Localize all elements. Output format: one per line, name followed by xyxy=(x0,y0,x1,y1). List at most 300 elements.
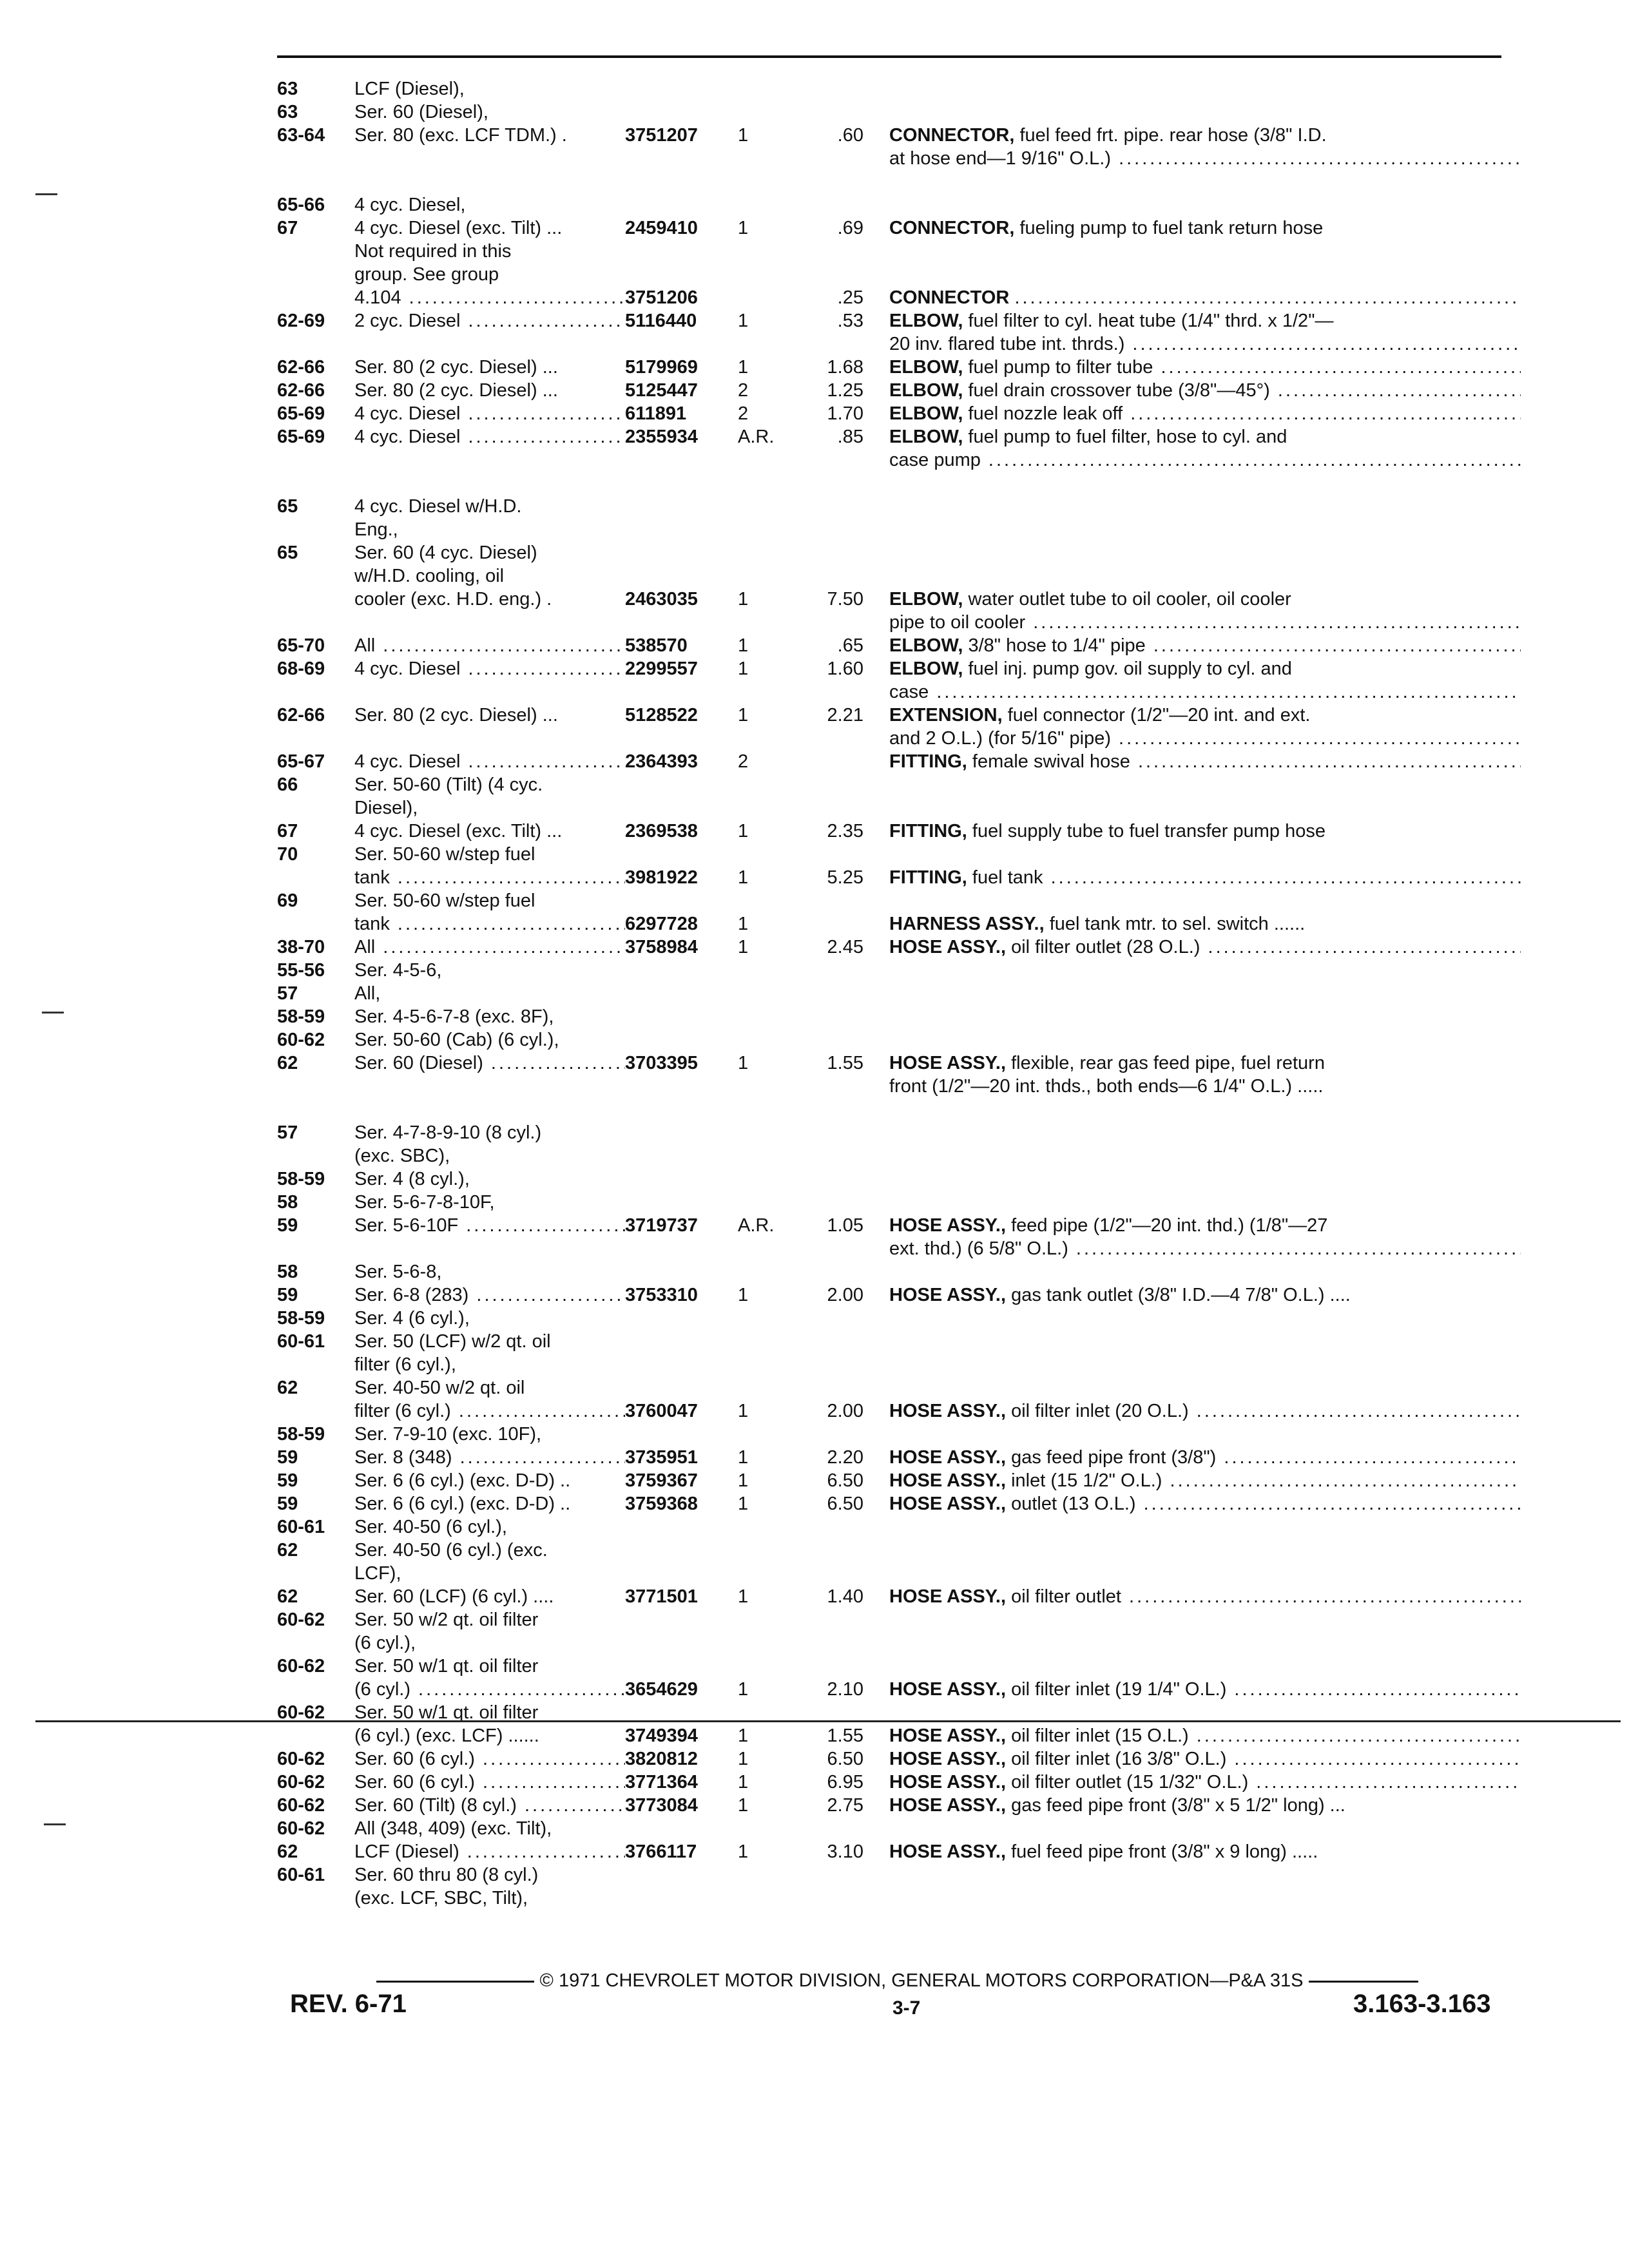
application-text: Ser. 4 (6 cyl.), xyxy=(354,1308,470,1329)
description xyxy=(889,1771,1521,1794)
column-gap xyxy=(863,564,889,588)
table-row xyxy=(277,1168,1521,1191)
model-year xyxy=(277,1678,354,1701)
description xyxy=(889,1817,1521,1840)
table-row xyxy=(277,1794,1521,1817)
application xyxy=(354,1353,625,1376)
part-number: 3773084 xyxy=(625,1795,698,1816)
model-year: 65-69 xyxy=(277,403,325,424)
part-number: 2459410 xyxy=(625,218,698,238)
price: 2.00 xyxy=(827,1285,863,1305)
model-year: 60-62 xyxy=(277,1702,325,1723)
model-year xyxy=(277,286,354,309)
part-number xyxy=(625,1608,731,1631)
column-gap xyxy=(863,1423,889,1446)
column-gap xyxy=(863,982,889,1005)
column-gap xyxy=(863,147,889,170)
table-row xyxy=(277,216,1521,240)
description xyxy=(889,982,1521,1005)
table-row xyxy=(277,379,1521,402)
application-text: Ser. 50 (LCF) w/2 qt. oil xyxy=(354,1331,551,1352)
part-number: 5179969 xyxy=(625,357,698,378)
price xyxy=(793,1260,863,1283)
price xyxy=(793,1028,863,1052)
application xyxy=(354,356,625,379)
application xyxy=(354,1121,625,1144)
table-row xyxy=(277,402,1521,425)
price xyxy=(793,1191,863,1214)
quantity xyxy=(731,1515,793,1539)
description-text: fuel feed frt. pipe. rear hose (3/8" I.D. xyxy=(1019,125,1327,146)
column-gap xyxy=(863,1469,889,1492)
quantity: 1 xyxy=(738,218,749,238)
part-number: 3760047 xyxy=(625,1401,698,1421)
application xyxy=(354,1214,625,1237)
table-row xyxy=(277,495,1521,518)
column-gap xyxy=(863,1283,889,1307)
column-gap xyxy=(863,1307,889,1330)
quantity xyxy=(731,1168,793,1191)
description-text: fuel feed pipe front (3/8" x 9 long) ..... xyxy=(1011,1841,1318,1862)
quantity xyxy=(731,727,793,750)
quantity: 1 xyxy=(738,658,749,679)
price xyxy=(793,1562,863,1585)
description xyxy=(889,356,1521,379)
description-text: case xyxy=(889,682,929,702)
table-row xyxy=(277,1075,1521,1098)
table-row xyxy=(277,704,1521,727)
application xyxy=(354,1492,625,1515)
part-number xyxy=(625,332,731,356)
quantity: 2 xyxy=(738,380,749,401)
description xyxy=(889,704,1521,727)
part-number xyxy=(625,1376,731,1399)
part-number xyxy=(625,564,731,588)
table-row xyxy=(277,101,1521,124)
price: 2.21 xyxy=(827,705,863,726)
column-gap xyxy=(863,1771,889,1794)
price xyxy=(793,564,863,588)
description xyxy=(889,1469,1521,1492)
part-name: HOSE ASSY., xyxy=(889,1215,1007,1236)
application xyxy=(354,727,625,750)
application xyxy=(354,332,625,356)
description xyxy=(889,402,1521,425)
column-gap xyxy=(863,796,889,820)
column-gap xyxy=(863,588,889,611)
part-number xyxy=(625,1515,731,1539)
column-gap xyxy=(863,820,889,843)
description-text: oil filter inlet (20 O.L.) xyxy=(1011,1401,1189,1421)
price xyxy=(793,982,863,1005)
application xyxy=(354,147,625,170)
column-gap xyxy=(863,959,889,982)
price: 2.10 xyxy=(827,1679,863,1700)
column-gap xyxy=(863,518,889,541)
quantity xyxy=(731,1121,793,1144)
model-year: 60-62 xyxy=(277,1610,325,1630)
description-text: fuel tank xyxy=(972,867,1043,888)
description-text: fueling pump to fuel tank return hose xyxy=(1019,218,1324,238)
column-gap xyxy=(863,1608,889,1631)
price xyxy=(793,77,863,101)
price xyxy=(793,518,863,541)
column-gap xyxy=(863,843,889,866)
part-number xyxy=(625,1631,731,1655)
model-year xyxy=(277,611,354,634)
application-text: Ser. 80 (2 cyc. Diesel) ... xyxy=(354,380,558,401)
quantity xyxy=(731,193,793,216)
description xyxy=(889,124,1521,147)
model-year: 60-62 xyxy=(277,1749,325,1769)
column-gap xyxy=(863,1631,889,1655)
price xyxy=(793,495,863,518)
application-text: Ser. 7-9-10 (exc. 10F), xyxy=(354,1424,542,1445)
price xyxy=(793,240,863,263)
description xyxy=(889,541,1521,564)
quantity xyxy=(731,1191,793,1214)
application-text: Ser. 50 w/1 qt. oil filter xyxy=(354,1656,539,1677)
model-year xyxy=(277,1631,354,1655)
table-row xyxy=(277,1353,1521,1376)
application-text: 4.104 xyxy=(354,287,401,308)
application xyxy=(354,193,625,216)
part-number xyxy=(625,1887,731,1910)
description xyxy=(889,1283,1521,1307)
part-name: ELBOW, xyxy=(889,635,963,656)
part-number: 3766117 xyxy=(625,1841,697,1862)
column-gap xyxy=(863,1214,889,1237)
application xyxy=(354,1840,625,1863)
column-gap xyxy=(863,216,889,240)
column-gap xyxy=(863,1585,889,1608)
model-year: 62-66 xyxy=(277,380,325,401)
table-row xyxy=(277,1307,1521,1330)
application xyxy=(354,1376,625,1399)
quantity xyxy=(731,680,793,704)
quantity xyxy=(731,101,793,124)
column-gap xyxy=(863,193,889,216)
description xyxy=(889,309,1521,332)
application xyxy=(354,1028,625,1052)
part-number xyxy=(625,1005,731,1028)
model-year xyxy=(277,680,354,704)
description xyxy=(889,1562,1521,1585)
quantity: 1 xyxy=(738,1679,749,1700)
model-year xyxy=(277,240,354,263)
part-number xyxy=(625,101,731,124)
model-year xyxy=(277,796,354,820)
model-year: 58-59 xyxy=(277,1006,325,1027)
column-gap xyxy=(863,1191,889,1214)
application xyxy=(354,889,625,912)
part-name: HARNESS ASSY., xyxy=(889,914,1045,934)
application xyxy=(354,124,625,147)
description xyxy=(889,332,1521,356)
application xyxy=(354,704,625,727)
column-gap xyxy=(863,1515,889,1539)
model-year: 59 xyxy=(277,1470,298,1491)
application-text: Ser. 80 (2 cyc. Diesel) ... xyxy=(354,705,558,726)
quantity xyxy=(731,1423,793,1446)
application xyxy=(354,1399,625,1423)
application xyxy=(354,982,625,1005)
description xyxy=(889,1631,1521,1655)
application xyxy=(354,1260,625,1283)
part-number xyxy=(625,889,731,912)
table-row xyxy=(277,1446,1521,1469)
description xyxy=(889,1747,1521,1771)
part-number: 3758984 xyxy=(625,937,698,957)
price xyxy=(793,1307,863,1330)
price xyxy=(793,843,863,866)
description xyxy=(889,1168,1521,1191)
description xyxy=(889,1423,1521,1446)
description xyxy=(889,240,1521,263)
model-year: 65-69 xyxy=(277,427,325,447)
table-row xyxy=(277,1817,1521,1840)
description-text: 3/8" hose to 1/4" pipe xyxy=(968,635,1146,656)
application-text: LCF (Diesel) xyxy=(354,1841,459,1862)
part-name: EXTENSION, xyxy=(889,705,1003,726)
part-name: ELBOW, xyxy=(889,589,963,610)
model-year xyxy=(277,1399,354,1423)
description xyxy=(889,1887,1521,1910)
price: 1.05 xyxy=(827,1215,863,1236)
application-text: 4 cyc. Diesel xyxy=(354,427,461,447)
quantity: 1 xyxy=(738,867,749,888)
description-text: ext. thd.) (6 5/8" O.L.) xyxy=(889,1238,1068,1259)
model-year: 57 xyxy=(277,983,298,1004)
description xyxy=(889,518,1521,541)
application xyxy=(354,1608,625,1631)
application-text: Ser. 60 (Diesel) xyxy=(354,1053,483,1073)
part-name: CONNECTOR, xyxy=(889,218,1015,238)
table-row xyxy=(277,263,1521,286)
part-number: 2364393 xyxy=(625,751,698,772)
part-number xyxy=(625,1539,731,1562)
quantity: 1 xyxy=(738,821,749,841)
application xyxy=(354,1724,625,1747)
part-name: HOSE ASSY., xyxy=(889,1401,1007,1421)
description xyxy=(889,611,1521,634)
table-row xyxy=(277,1771,1521,1794)
column-gap xyxy=(863,750,889,773)
application xyxy=(354,309,625,332)
price: 5.25 xyxy=(827,867,863,888)
model-year: 60-62 xyxy=(277,1656,325,1677)
application-text: Ser. 4-5-6-7-8 (exc. 8F), xyxy=(354,1006,554,1027)
part-name: HOSE ASSY., xyxy=(889,1679,1007,1700)
part-number: 3771364 xyxy=(625,1772,698,1792)
quantity xyxy=(731,843,793,866)
table-row xyxy=(277,332,1521,356)
bottom-rule xyxy=(35,1720,1621,1722)
part-number: 5125447 xyxy=(625,380,698,401)
price xyxy=(793,1863,863,1887)
part-number xyxy=(625,1353,731,1376)
table-row xyxy=(277,1423,1521,1446)
table-row xyxy=(277,1863,1521,1887)
part-name: ELBOW, xyxy=(889,658,963,679)
application-text: Ser. 4-5-6, xyxy=(354,960,442,981)
price: 1.55 xyxy=(827,1053,863,1073)
description-text: and 2 O.L.) (for 5/16" pipe) xyxy=(889,728,1111,749)
table-row xyxy=(277,356,1521,379)
part-number xyxy=(625,796,731,820)
application xyxy=(354,1678,625,1701)
part-name: HOSE ASSY., xyxy=(889,1749,1007,1769)
description xyxy=(889,77,1521,101)
part-number xyxy=(625,1237,731,1260)
part-number xyxy=(625,1075,731,1098)
table-row xyxy=(277,1005,1521,1028)
quantity xyxy=(731,982,793,1005)
model-year: 58 xyxy=(277,1192,298,1213)
table-row xyxy=(277,820,1521,843)
column-gap xyxy=(863,1399,889,1423)
price xyxy=(793,332,863,356)
description xyxy=(889,727,1521,750)
price xyxy=(793,959,863,982)
part-number xyxy=(625,263,731,286)
table-row xyxy=(277,193,1521,216)
quantity: 1 xyxy=(738,1285,749,1305)
application xyxy=(354,1144,625,1168)
application xyxy=(354,1655,625,1678)
model-year xyxy=(277,1075,354,1098)
model-year: 57 xyxy=(277,1122,298,1143)
part-number xyxy=(625,1168,731,1191)
quantity: A.R. xyxy=(738,1215,775,1236)
quantity: 1 xyxy=(738,1725,749,1746)
model-year: 68-69 xyxy=(277,658,325,679)
column-gap xyxy=(863,1353,889,1376)
model-year: 58-59 xyxy=(277,1169,325,1189)
part-name: HOSE ASSY., xyxy=(889,1795,1007,1816)
application-text: Ser. 60 (LCF) (6 cyl.) .... xyxy=(354,1586,554,1607)
table-row xyxy=(277,286,1521,309)
description xyxy=(889,1446,1521,1469)
model-year: 67 xyxy=(277,821,298,841)
column-gap xyxy=(863,1562,889,1585)
part-name: ELBOW, xyxy=(889,357,963,378)
description xyxy=(889,773,1521,796)
model-year: 62-66 xyxy=(277,357,325,378)
quantity xyxy=(731,1863,793,1887)
price xyxy=(793,1144,863,1168)
model-year: 62 xyxy=(277,1053,298,1073)
application xyxy=(354,1817,625,1840)
model-year: 63-64 xyxy=(277,125,325,146)
binding-mark xyxy=(42,1012,64,1014)
part-number: 3735951 xyxy=(625,1447,698,1468)
column-gap xyxy=(863,889,889,912)
quantity xyxy=(731,611,793,634)
description-text: case pump xyxy=(889,450,981,470)
description xyxy=(889,959,1521,982)
application xyxy=(354,1631,625,1655)
model-year xyxy=(277,1887,354,1910)
table-row xyxy=(277,1562,1521,1585)
application-text: Ser. 60 (6 cyl.) xyxy=(354,1749,475,1769)
application-text: 4 cyc. Diesel xyxy=(354,658,461,679)
column-gap xyxy=(863,332,889,356)
quantity xyxy=(731,889,793,912)
description xyxy=(889,588,1521,611)
part-number: 538570 xyxy=(625,635,688,656)
price xyxy=(793,1376,863,1399)
price: 2.00 xyxy=(827,1401,863,1421)
column-gap xyxy=(863,448,889,472)
price xyxy=(793,1330,863,1353)
part-number: 3759368 xyxy=(625,1494,698,1514)
part-name: ELBOW, xyxy=(889,403,963,424)
part-number xyxy=(625,959,731,982)
column-gap xyxy=(863,1678,889,1701)
price: 2.20 xyxy=(827,1447,863,1468)
part-number xyxy=(625,1863,731,1887)
column-gap xyxy=(863,1655,889,1678)
column-gap xyxy=(863,936,889,959)
application-text: 4 cyc. Diesel (exc. Tilt) ... xyxy=(354,821,563,841)
description xyxy=(889,1376,1521,1399)
description xyxy=(889,936,1521,959)
model-year: 70 xyxy=(277,844,298,865)
part-number xyxy=(625,518,731,541)
spacer-row xyxy=(277,170,1521,193)
revision-label: REV. 6-71 xyxy=(290,1990,407,2018)
part-number xyxy=(625,495,731,518)
table-row xyxy=(277,1539,1521,1562)
column-gap xyxy=(863,611,889,634)
price: 1.25 xyxy=(827,380,863,401)
description-text: fuel inj. pump gov. oil supply to cyl. and xyxy=(968,658,1292,679)
part-number: 3751207 xyxy=(625,125,698,146)
description-text: fuel drain crossover tube (3/8"—45°) xyxy=(968,380,1270,401)
column-gap xyxy=(863,866,889,889)
description xyxy=(889,1585,1521,1608)
part-number xyxy=(625,240,731,263)
application xyxy=(354,564,625,588)
model-year: 38-70 xyxy=(277,937,325,957)
application-text: Ser. 50 w/2 qt. oil filter xyxy=(354,1610,539,1630)
description xyxy=(889,263,1521,286)
model-year xyxy=(277,1562,354,1585)
quantity xyxy=(731,147,793,170)
application-text: Ser. 50-60 (Tilt) (4 cyc. xyxy=(354,774,543,795)
quantity xyxy=(731,1539,793,1562)
description xyxy=(889,1005,1521,1028)
column-gap xyxy=(863,1863,889,1887)
table-row xyxy=(277,1330,1521,1353)
table-row xyxy=(277,1399,1521,1423)
application-text: Ser. 4-7-8-9-10 (8 cyl.) xyxy=(354,1122,542,1143)
quantity: 1 xyxy=(738,914,749,934)
description xyxy=(889,1052,1521,1075)
description-text: oil filter inlet (19 1/4" O.L.) xyxy=(1011,1679,1227,1700)
quantity xyxy=(731,564,793,588)
model-year: 60-61 xyxy=(277,1865,325,1885)
description xyxy=(889,425,1521,448)
table-row xyxy=(277,518,1521,541)
table-row xyxy=(277,1214,1521,1237)
description-text: inlet (15 1/2" O.L.) xyxy=(1011,1470,1162,1491)
application-text: Ser. 5-6-8, xyxy=(354,1262,442,1282)
part-number xyxy=(625,1121,731,1144)
application-text: (6 cyl.) (exc. LCF) ...... xyxy=(354,1725,539,1746)
column-gap xyxy=(863,1887,889,1910)
